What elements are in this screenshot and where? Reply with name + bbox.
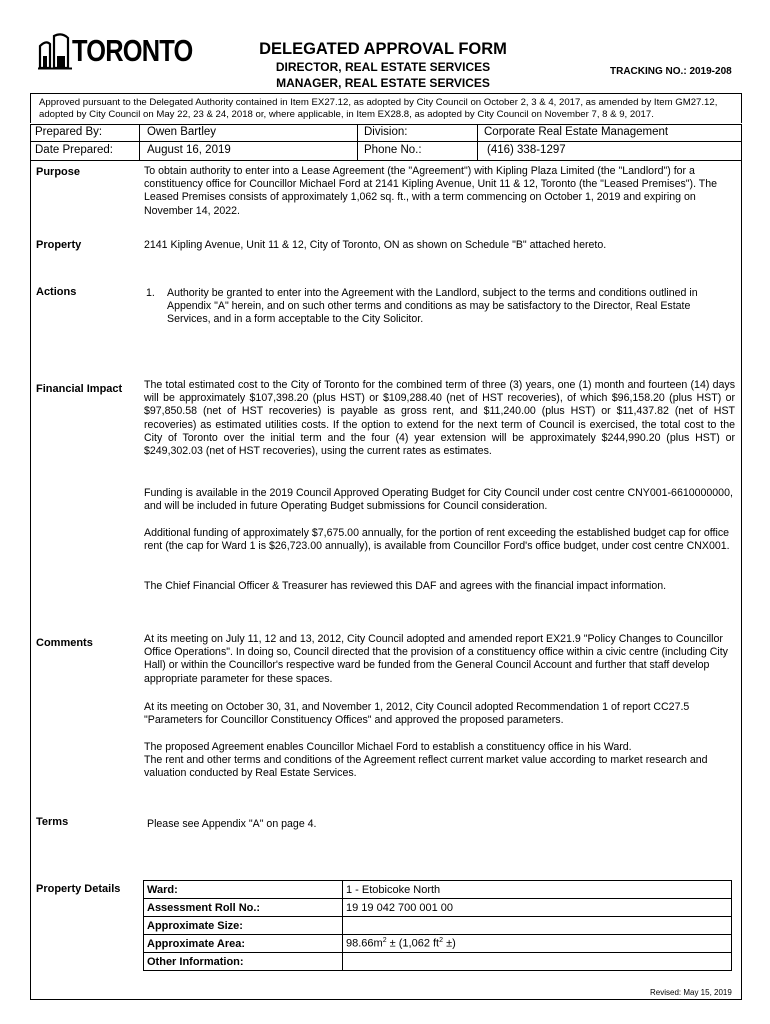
approximate-area-value — [343, 935, 732, 953]
ward-label: Ward: — [144, 881, 343, 899]
assessment-roll-label: Assessment Roll No.: — [144, 899, 343, 917]
financial-impact-paragraph-1: The total estimated cost to the City of Toronto for the combined term of three (3) years, one (1) month and fourteen (14) days will be approximately $107,398.20 (plus HST) or $109,288.40 (net of HST recoveries), of which $96,158.20 (plus HST) or $97,850.58 (net of HST recoveries) is payable as gross rent, and $11,240.00 (plus HST) or $11,437.82 (net of HST recoveries) as estimated utilities costs. If the option to extend for the next term of Council is exercised, the total cost to the City of Toronto over the initial term and the four (4) year extension will be approximately $244,990.20 (plus HST) or $249,302.03 (net of HST recoveries), using the current rates as estimates. — [144, 379, 735, 458]
table-row — [144, 881, 732, 899]
phone-label: Phone No.: — [364, 144, 422, 156]
comments-paragraph-1: At its meeting on July 11, 12 and 13, 2012, City Council adopted and amended report EX21.9 "Policy Changes to Councillor Office Operations". In doing so, Council directed that the provision of a constituency office within a civic centre (including City Hall) or within the Councillor's respective ward be funded from the General Council Account and further that staff develop appropriate parameter for these spaces. — [144, 633, 728, 685]
comments-paragraph-3b: The rent and other terms and conditions of the Agreement reflect current market value according to market research and valuation conducted by Real Estate Services. — [144, 754, 708, 780]
approximate-size-label: Approximate Size: — [144, 917, 343, 935]
table-row — [144, 899, 732, 917]
date-prepared-value: August 16, 2019 — [147, 144, 231, 156]
approval-authority-text: Approved pursuant to the Delegated Authority contained in Item EX27.12, as adopted by City Council on October 2, 3 & 4, 2017, as amended by Item GM27.12, adopted by City Council on May 22, 23 & 24, 2018 or, where applicable, in Item EX28.8, as adopted by City Council on November 7, 8 & 9, 2017. — [30, 93, 742, 123]
financial-impact-paragraph-2: Funding is available in the 2019 Council Approved Operating Budget for City Council under cost centre CNY001-6610000000, and will be included in future Operating Budget submissions for Council consideration. — [144, 487, 733, 513]
terms-text: Please see Appendix "A" on page 4. — [147, 818, 317, 830]
subtitle-manager: MANAGER, REAL ESTATE SERVICES — [276, 76, 490, 90]
other-information-label: Other Information: — [144, 953, 343, 971]
area-suffix: ±) — [443, 937, 456, 950]
area-imperial: ± (1,062 ft — [386, 937, 440, 950]
form-body-frame — [30, 124, 742, 1000]
table-row — [144, 953, 732, 971]
comments-paragraph-2: At its meeting on October 30, 31, and November 1, 2012, City Council adopted Recommendation 1 of report CC27.5 "Parameters for Councillor Constituency Offices" and approved the proposed parameters. — [144, 701, 690, 727]
form-title: DELEGATED APPROVAL FORM — [259, 40, 507, 58]
comments-paragraph-3a: The proposed Agreement enables Councillor Michael Ford to establish a constituency office in his Ward. — [144, 741, 632, 753]
financial-impact-paragraph-3: Additional funding of approximately $7,675.00 annually, for the portion of rent exceeding the established budget cap for office rent (the cap for Ward 1 is $26,723.00 annually), is available from Councillor Ford's office budget, under cost centre CNX001. — [144, 527, 730, 553]
prepared-by-label: Prepared By: — [35, 126, 103, 138]
property-details-table — [143, 880, 732, 971]
subtitle-director: DIRECTOR, REAL ESTATE SERVICES — [275, 60, 491, 74]
action-number: 1. — [146, 287, 155, 299]
purpose-label: Purpose — [36, 166, 81, 178]
logo-wordmark: TORONTO — [72, 33, 193, 68]
table-row — [144, 935, 732, 953]
city-hall-icon — [38, 30, 72, 70]
property-details-label: Property Details — [36, 883, 121, 895]
comments-label: Comments — [36, 637, 93, 649]
prepared-by-value: Owen Bartley — [147, 126, 217, 138]
toronto-logo — [38, 30, 193, 72]
actions-label: Actions — [36, 286, 77, 298]
ward-value: 1 - Etobicoke North — [343, 881, 732, 899]
revised-date: Revised: May 15, 2019 — [650, 988, 732, 997]
division-value: Corporate Real Estate Management — [484, 126, 669, 138]
division-label: Division: — [364, 126, 408, 138]
date-prepared-label: Date Prepared: — [35, 144, 113, 156]
phone-value: (416) 338-1297 — [487, 144, 566, 156]
area-metric: 98.66m — [346, 937, 383, 950]
property-label: Property — [36, 239, 82, 251]
other-information-value — [343, 953, 732, 971]
table-row — [144, 917, 732, 935]
assessment-roll-value: 19 19 042 700 001 00 — [343, 899, 732, 917]
area-imperial-exponent: 2 — [439, 937, 444, 945]
financial-impact-paragraph-4: The Chief Financial Officer & Treasurer has reviewed this DAF and agrees with the financial impact information. — [144, 580, 667, 592]
tracking-number: TRACKING NO.: 2019-208 — [610, 66, 732, 77]
approximate-size-value — [343, 917, 732, 935]
area-metric-exponent: 2 — [382, 937, 387, 945]
purpose-text: To obtain authority to enter into a Lease Agreement (the "Agreement") with Kipling Plaza Limited (the "Landlord") for a constituency office for Councillor Michael Ford at 2141 Kipling Avenue, Unit 11 & 12, Toronto (the "Leased Premises"). The Leased Premises consists of approximately 1,062 sq. ft., with a term commencing on October 1, 2019 and expiring on November 14, 2022. — [144, 165, 718, 217]
actions-text: Authority be granted to enter into the Agreement with the Landlord, subject to the terms and conditions outlined in Appendix "A" herein, and on such other terms and conditions as may be satisfactory to the Director, Real Estate Services, and in a form acceptable to the City Solicitor. — [167, 287, 698, 326]
approximate-area-label: Approximate Area: — [144, 935, 343, 953]
property-text: 2141 Kipling Avenue, Unit 11 & 12, City of Toronto, ON as shown on Schedule "B" attached hereto. — [144, 239, 607, 251]
info-grid — [30, 124, 742, 160]
financial-impact-label: Financial Impact — [36, 383, 123, 395]
terms-label: Terms — [36, 816, 69, 828]
